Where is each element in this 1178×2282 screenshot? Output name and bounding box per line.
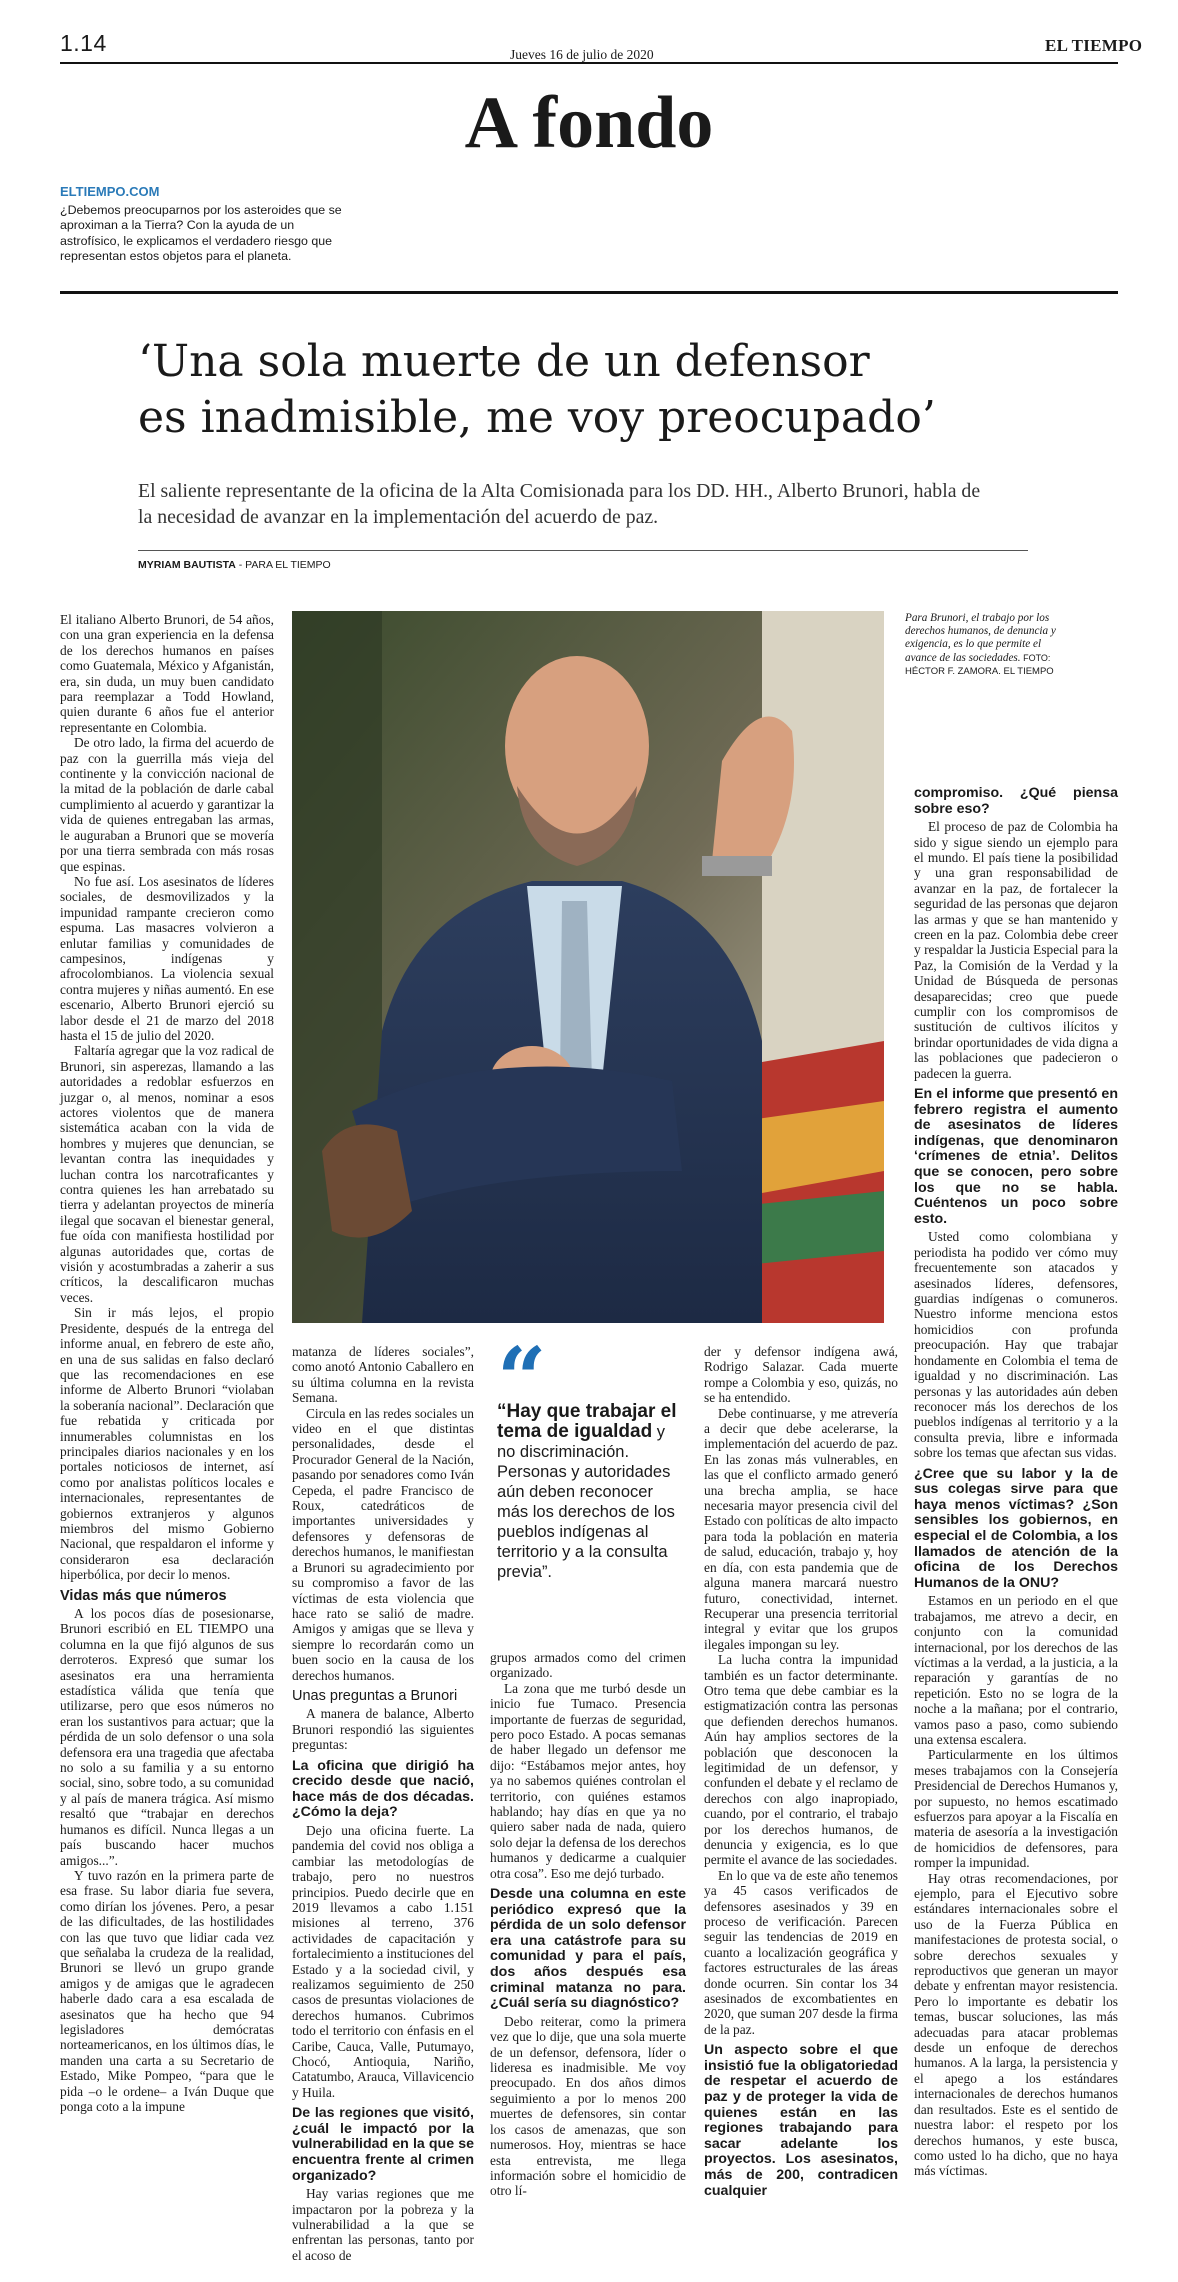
promo-site-link[interactable]: ELTIEMPO.COM xyxy=(60,184,160,199)
question: En el informe que presentó en febrero registra el aumento de asesinatos de líderes indígenas, que denominaron ‘crímenes de etnia’. Delitos que se conocen, pero sobre los que no se habla. Cuéntenos un poco sobre esto. xyxy=(914,1086,1118,1227)
headline-line-2: es inadmisible, me voy preocupado’ xyxy=(138,392,936,443)
portrait-illustration xyxy=(292,611,884,1323)
headline-line-1: ‘Una sola muerte de un defensor xyxy=(138,336,870,387)
question: La oficina que dirigió ha crecido desde que nació, hace más de dos décadas. ¿Cómo la deja? xyxy=(292,1757,474,1821)
paragraph: Sin ir más lejos, el propio Presidente, después de la entrega del informe anual, en febrero de este año, en una de sus salidas en falso declaró que las recomendaciones en ese informe de Alberto Brunori “violaban la soberanía nacional”. Declaración que fue rebatida y criticada por innumerables columnistas en los principales diarios nacionales y en los portales noticiosos de internet, así como por analistas políticos locales e internacionales, representantes de gobiernos extranjeros y algunos miembros del mismo Gobierno Nacional, que respaldaron el informe y consideraron esa declaración hiperbólica, por decir lo menos. xyxy=(60,1305,274,1583)
answer: Debo reiterar, como la primera vez que lo dije, que una sola muerte de un defensor, defensora, líder o lideresa es inadmisible. Me voy preocupado. En dos años dimos seguimiento a por lo menos 200 muertes de defensores, sin contar los casos de amenazas, que son numerosos. Hoy, mientras se hace esta entrevista, me llega información sobre el homicidio de otro lí- xyxy=(490,2013,686,2199)
answer: Dejo una oficina fuerte. La pandemia del covid nos obliga a cambiar las metodologías de trabajo, pero no nuestros principios. Puedo decirle que en 2019 llevamos a cabo 1.151 misiones al terreno, 376 actividades de capacitación y fortalecimiento a instituciones del Estado y a la sociedad civil, y realizamos seguimiento de 250 casos de presuntas violaciones de derechos humanos. Cubrimos todo el territorio con énfasis en el Caribe, Cauca, Valle, Putumayo, Chocó, Antioquia, Nariño, Catatumbo, Arauca, Villavicencio y Huila. xyxy=(292,1822,474,2100)
quote-mark-icon: “ xyxy=(497,1329,547,1430)
portrait-photo xyxy=(292,611,884,1323)
promo-text: ¿Debemos preocuparnos por los asteroides que se aproximan a la Tierra? Con la ayuda de un astrofísico, le explicamos el verdadero riesgo que representan estos objetos para el planeta. xyxy=(60,203,342,264)
pull-quote xyxy=(497,1329,687,1582)
pull-quote-text: y no discriminación. Personas y autoridades aún deben reconocer más los derechos de los pueblos indígenas al territorio y a la consulta previa”. xyxy=(497,1423,675,1581)
issue-date: Jueves 16 de julio de 2020 xyxy=(510,47,654,62)
paragraph: grupos armados como del crimen organizado. xyxy=(490,1650,686,1681)
paragraph: A manera de balance, Alberto Brunori respondió las siguientes preguntas: xyxy=(292,1706,474,1753)
pull-quote-bold: “Hay que trabajar el tema de igualdad xyxy=(497,1401,677,1442)
byline-rule xyxy=(138,550,1028,551)
question: Un aspecto sobre el que insistió fue la obligatoriedad de respetar el acuerdo de paz y de proteger la vida de quienes están en las regiones trabajando para sacar adelante los proyectos. Los asesinatos, más de 200, contradicen cualquier xyxy=(704,2042,898,2199)
answer: Usted como colombiana y periodista ha podido ver cómo muy frecuentemente son atacados y asesinados líderes, defensores, guardias indígenas o comuneros. Nuestro informe menciona estos homicidios con profunda preocupación. Hay que trabajar hondamente en Colombia el tema de igualdad y no discriminación. Las personas y las autoridades aún deben reconocer más los derechos de los pueblos indígenas al territorio y a la consulta previa, libre e informada sobre los temas que afectan sus vidas. xyxy=(914,1229,1118,1461)
byline-suffix: - PARA EL TIEMPO xyxy=(235,559,331,571)
answer: Hay varias regiones que me impactaron por la pobreza y la vulnerabilidad a la que se enfrentan las personas, tanto por el acoso de xyxy=(292,2186,474,2263)
answer: Hay otras recomendaciones, por ejemplo, para el Ejecutivo sobre estándares internacionales sobre el uso de la Fuerza Pública en manifestaciones de protesta social, o sobre derechos sexuales y reproductivos que generan un mayor debate y enfrentan mayor resistencia. Pero lo importante es debatir los temas, buscar soluciones, las más adecuadas para atacar problemas desde un enfoque de derechos humanos. A la larga, la persistencia y el apego a los estándares internacionales de derechos humanos dan resultados. Este es el sentido de nuestra labor: el respeto por los derechos humanos, y este busca, como usted lo ha dicho, que no haya más víctimas. xyxy=(914,1870,1118,2179)
byline-author: MYRIAM BAUTISTA xyxy=(138,559,236,571)
paragraph: der y defensor indígena awá, Rodrigo Salazar. Cada muerte rompe a Colombia y eso, quizás, no se ha entendido. xyxy=(704,1344,898,1406)
promo-rule xyxy=(60,291,1118,294)
subhead: Vidas más que números xyxy=(60,1587,227,1604)
photo-caption-text: Para Brunori, el trabajo por los derechos humanos, de denuncia y exigencia, es lo que permite el avance de las sociedades. xyxy=(905,612,1056,664)
section-title: A fondo xyxy=(464,82,714,164)
article-column-4 xyxy=(704,1344,898,2201)
question: De las regiones que visitó, ¿cuál le impactó por la vulnerabilidad en la que se encuentra frente al crimen organizado? xyxy=(292,2105,474,2184)
article-column-5 xyxy=(914,786,1118,2179)
answer: El proceso de paz de Colombia ha sido y sigue siendo un ejemplo para el mundo. El país tiene la posibilidad y una gran responsabilidad de avanzar en la paz, de fortalecer la seguridad de las personas que dejaron las armas y que se han mantenido y creen en la paz. Colombia debe creer y respaldar la Justicia Especial para la Paz, la Comisión de la Verdad y la Unidad de Búsqueda de personas desaparecidas; creo que puede cumplir con los compromisos de sustitución de cultivos ilícitos y brindar oportunidades de vida digna a las poblaciones que padecieron o padecen la guerra. xyxy=(914,819,1118,1081)
paragraph: Circula en las redes sociales un video en el que distintas personalidades, desde el Procurador General de la Nación, pasando por senadores como Iván Cepeda, el padre Francisco de Roux, catedráticos de importantes universidades y defensores y defensoras de derechos humanos, le manifiestan a Brunori su agradecimiento por su compromiso a favor de las víctimas de esta violencia que hace rato se salió de madre. Amigos y amigas que se lleva y siempre lo recordarán como un buen socio en la causa de los derechos humanos. xyxy=(292,1405,474,1683)
paragraph: El italiano Alberto Brunori, de 54 años, con una gran experiencia en la defensa de los derechos humanos en países como Guatemala, México y Afganistán, era, sin duda, un muy buen candidato para reemplazar a Todd Howland, quien durante 6 años fue el anterior representante en Colombia. xyxy=(60,612,274,735)
deck: El saliente representante de la oficina de la Alta Comisionada para los DD. HH., Alberto Brunori, habla de la necesidad de avanzar en la implementación del acuerdo de paz. xyxy=(138,480,981,528)
brand-logo: EL TIEMPO xyxy=(1045,36,1143,55)
paragraph: De otro lado, la firma del acuerdo de paz con la guerrilla más vieja del continente y la convicción nacional de la mitad de la población de darle cabal cumplimiento al acuerdo y garantizar la vida de quienes entregaban las armas, le auguraban a Brunori que se movería por una tierra sembrada con más rosas que espinas. xyxy=(60,735,274,874)
answer: Particularmente en los últimos meses trabajamos con la Consejería Presidencial de Derechos Humanos y, por supuesto, no hemos escatimado esfuerzos para apoyar a la Fiscalía en materia de asesoría a la investigación de homicidios de defensores, para romper la impunidad. xyxy=(914,1747,1118,1871)
question: Desde una columna en este periódico expresó que la pérdida de un solo defensor era una catástrofe para su comunidad y para el país, dos años después esa criminal matanza no para. ¿Cuál sería su diagnóstico? xyxy=(490,1886,686,2012)
paragraph: matanza de líderes sociales”, como anotó Antonio Caballero en su última columna en la revista Semana. xyxy=(292,1344,474,1406)
paragraph: Faltaría agregar que la voz radical de Brunori, sin asperezas, llamando a las autoridades a redoblar esfuerzos en juzgar o, al menos, nominar a esos actores violentos que de manera sistemática acaban con la vida de hombres y mujeres que denuncian, se levantan contra las inequidades y luchan contra los narcotraficantes y contra quienes les han arrebatado su tierra y adelantan proyectos de minería ilegal que socavan el bienestar general, fue oída con manifiesta hostilidad por algunas autoridades que, cortas de visión y acostumbradas a zaherir a sus críticos, la descalificaron muchas veces. xyxy=(60,1043,274,1305)
photo-caption-label: FOTO: xyxy=(1020,652,1051,663)
paragraph: No fue así. Los asesinatos de líderes sociales, de desmovilizados y la impunidad rampante crecieron como espuma. Las masacres volvieron a enlutar familias y comunidades de campesinos, indígenas y afrocolombianos. La violencia sexual contra mujeres y niñas aumentó. En ese escenario, Alberto Brunori ejerció su labor desde el 21 de marzo del 2018 hasta el 15 de julio del 2020. xyxy=(60,873,274,1043)
page-number: 1.14 xyxy=(60,30,107,56)
answer: Estamos en un periodo en el que trabajamos, me atrevo a decir, en conjunto con la comunidad internacional, por los derechos de las víctimas a la verdad, a la justicia, a la reparación y garantías de no repetición. Esto no se logra de la noche a la mañana; por el contrario, vamos paso a paso, como subiendo una extensa escalera. xyxy=(914,1593,1118,1747)
header-rule xyxy=(60,62,1118,64)
photo-caption xyxy=(905,612,1065,678)
question: ¿Cree que su labor y la de sus colegas sirve para que haya menos víctimas? ¿Son sensibles los gobiernos, en especial el de Colombia, a los llamados de atención de la oficina de los Derechos Humanos de la ONU? xyxy=(914,1465,1118,1591)
paragraph: Debe continuarse, y me atrevería a decir que debe acelerarse, la implementación del acuerdo de paz. En las zonas más vulnerables, en las que el conflicto armado generó una brecha amplia, se hace necesaria mayor presencia civil del Estado con políticas de alto impacto para toda la población en materia de salud, educación, trabajo y, hoy en día, con esta pandemia que de alguna manera marcará nuestro futuro, conectividad, internet. Recuperar una presencia territorial integral y evitar que los grupos ilegales impongan su ley. xyxy=(704,1405,898,1652)
article-column-2 xyxy=(292,1344,474,2263)
byline xyxy=(138,559,331,571)
paragraph: A los pocos días de posesionarse, Brunori escribió en EL TIEMPO una columna en la que fijó algunos de sus derroteros. Expresó que sumar los asesinatos era una herramienta estadística válida que tenía que utilizarse, pero que esos números no eran los sustantivos para actuar; que la pérdida de un solo defensor o una sola defensora era una tragedia que afectaba no solo a su familia y a su entorno social, sino, sobre todo, a su comunidad y al país de manera trágica. Así mismo resaltó que “trabajar en derechos humanos es difícil. Nunca llegas a un país buscando hacer muchos amigos...”. xyxy=(60,1606,274,1868)
headline xyxy=(138,334,936,446)
photo-credit: HÉCTOR F. ZAMORA. EL TIEMPO xyxy=(905,665,1054,677)
paragraph: Y tuvo razón en la primera parte de esa frase. Su labor diaria fue severa, como dirían los jóvenes. Pero, a pesar de las dificultades, de las hostilidades con las que tuvo que lidiar cada vez que señalaba la crudeza de la realidad, Brunori se llevó un grupo grande amigos y de amigas que le agradecen haberle dado cara a esa escalada de asesinatos que ha hecho que 94 legisladores demócratas norteamericanos, en los últimos días, le manden una carta a su Secretario de Estado, Mike Pompeo, “para que le pida –o le ordene– a Iván Duque que ponga coto a la impune xyxy=(60,1867,274,2114)
paragraph: La lucha contra la impunidad también es un factor determinante. Otro tema que debe cambiar es la estigmatización contra las personas que defienden derechos humanos. Aún hay amplios sectores de la población que desconocen la legitimidad de un defensor, y confunden el debate y el reclamo de derechos con algo inapropiado, cuando, por el contrario, el trabajo por los derechos humanos, de denuncia y exigencia, es lo que permite el avance de las sociedades. xyxy=(704,1652,898,1868)
subhead: Unas preguntas a Brunori xyxy=(292,1687,458,1704)
article-column-1 xyxy=(60,612,274,2114)
paragraph: En lo que va de este año tenemos ya 45 casos verificados de defensores asesinados y 39 en proceso de verificación. Parecen seguir las tendencias de 2019 en cuanto a localización geográfica y factores estructurales de las áreas donde ocurren. Sin contar los 34 asesinados de excombatientes en 2020, que suman 207 desde la firma de la paz. xyxy=(704,1867,898,2037)
question: compromiso. ¿Qué piensa sobre eso? xyxy=(914,785,1118,817)
paragraph: La zona que me turbó desde un inicio fue Tumaco. Presencia importante de fuerzas de seguridad, pero poco Estado. A pocas semanas de haber llegado un defensor me dijo: “Estábamos mejor antes, hoy ya no sabemos quiénes controlan el territorio, con quiénes estamos hablando; hay días en que ya no quiero saber nada de nada, quiero solo dejar la defensa de los derechos humanos y dedicarme a cualquier otra cosa”. Eso me dejó turbado. xyxy=(490,1680,686,1881)
article-column-3 xyxy=(490,1650,686,2199)
